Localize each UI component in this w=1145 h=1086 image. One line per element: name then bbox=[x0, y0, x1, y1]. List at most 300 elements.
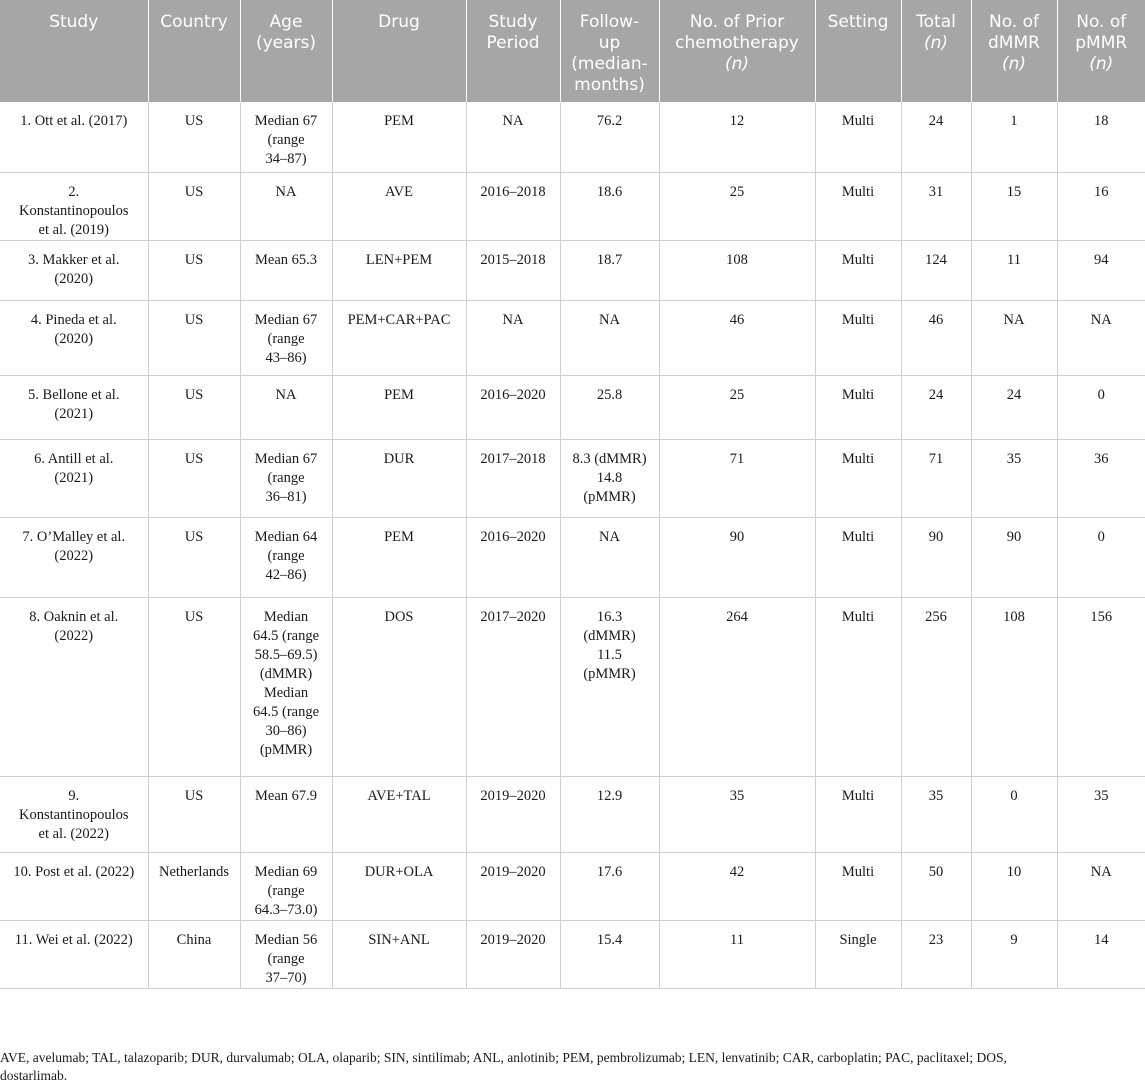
cell-text: Konstantinopoulos bbox=[18, 806, 129, 823]
cell-text: (2022) bbox=[54, 547, 94, 564]
cell-text: 10 bbox=[1006, 863, 1022, 880]
cell-country bbox=[148, 439, 240, 517]
column-header-dmmr bbox=[971, 0, 1057, 102]
cell-age bbox=[240, 172, 332, 240]
cell-study-period bbox=[466, 852, 560, 920]
cell-text: DOS bbox=[384, 608, 414, 625]
cell-text: Netherlands bbox=[158, 863, 230, 880]
cell-follow-up bbox=[560, 375, 659, 439]
cell-dmmr bbox=[971, 439, 1057, 517]
cell-text: 36–81) bbox=[265, 488, 307, 505]
cell-text: Konstantinopoulos bbox=[18, 202, 129, 219]
cell-text: US bbox=[184, 183, 204, 200]
cell-text: 1 bbox=[1010, 113, 1018, 129]
cell-text: (2020) bbox=[54, 330, 94, 347]
cell-text: China bbox=[176, 931, 212, 948]
cell-text: Multi bbox=[841, 863, 875, 880]
cell-study bbox=[0, 776, 148, 852]
cell-text: 16 bbox=[1094, 183, 1109, 200]
cell-text: 71 bbox=[928, 450, 944, 467]
cell-text: 64.5 (range bbox=[252, 627, 320, 644]
header-text: (years) bbox=[255, 33, 317, 53]
cell-text: DUR+OLA bbox=[364, 863, 434, 880]
cell-text: 35 bbox=[1094, 787, 1109, 804]
column-header-study bbox=[0, 0, 148, 102]
cell-prior-chemotherapy bbox=[659, 240, 815, 300]
cell-drug bbox=[332, 300, 466, 375]
header-text: Study bbox=[49, 12, 99, 32]
cell-country bbox=[148, 517, 240, 597]
cell-text: 43–86) bbox=[265, 349, 307, 366]
cell-text: Median 67 bbox=[254, 311, 318, 328]
cell-text: 8.3 (dMMR) bbox=[572, 450, 647, 467]
cell-drug bbox=[332, 439, 466, 517]
cell-study bbox=[0, 517, 148, 597]
cell-text: US bbox=[184, 386, 204, 403]
cell-text: Mean 67.9 bbox=[254, 787, 317, 804]
table-body bbox=[0, 102, 1145, 988]
table-row bbox=[0, 300, 1145, 375]
cell-text: 76.2 bbox=[596, 113, 623, 129]
cell-total bbox=[901, 776, 971, 852]
cell-text: 14.8 bbox=[596, 469, 623, 486]
cell-text: Multi bbox=[841, 251, 875, 268]
cell-follow-up bbox=[560, 852, 659, 920]
cell-text: 46 bbox=[729, 311, 745, 328]
cell-text: 2015–2018 bbox=[480, 251, 546, 268]
cell-text: 11.5 bbox=[597, 646, 622, 663]
header-text: Study bbox=[488, 12, 538, 32]
cell-prior-chemotherapy bbox=[659, 102, 815, 172]
cell-dmmr bbox=[971, 597, 1057, 776]
cell-study bbox=[0, 597, 148, 776]
footnote-text: dostarlimab. bbox=[0, 1068, 68, 1083]
cell-text: Median 69 bbox=[254, 863, 318, 880]
cell-setting bbox=[815, 375, 901, 439]
cell-text: PEM bbox=[384, 113, 414, 129]
cell-setting bbox=[815, 517, 901, 597]
cell-drug bbox=[332, 102, 466, 172]
cell-prior-chemotherapy bbox=[659, 517, 815, 597]
cell-text: 37–70) bbox=[265, 969, 307, 986]
header-n-label: (n) bbox=[1001, 54, 1027, 74]
cell-text: NA bbox=[599, 311, 620, 328]
column-header-follow-up bbox=[560, 0, 659, 102]
cell-pmmr bbox=[1057, 517, 1145, 597]
cell-follow-up bbox=[560, 102, 659, 172]
cell-study-period bbox=[466, 517, 560, 597]
cell-pmmr bbox=[1057, 102, 1145, 172]
cell-text: Median 56 bbox=[254, 931, 318, 948]
cell-dmmr bbox=[971, 852, 1057, 920]
cell-text: 42 bbox=[729, 863, 745, 880]
cell-text: 90 bbox=[729, 528, 745, 545]
cell-text: 2016–2020 bbox=[480, 528, 546, 545]
cell-drug bbox=[332, 375, 466, 439]
cell-follow-up bbox=[560, 776, 659, 852]
cell-prior-chemotherapy bbox=[659, 852, 815, 920]
cell-age bbox=[240, 920, 332, 988]
cell-text: Multi bbox=[841, 608, 875, 625]
header-text: (median- bbox=[571, 54, 648, 74]
header-text: No. of bbox=[1076, 12, 1127, 32]
cell-text: 2017–2018 bbox=[480, 450, 546, 467]
cell-follow-up bbox=[560, 300, 659, 375]
cell-prior-chemotherapy bbox=[659, 920, 815, 988]
cell-country bbox=[148, 852, 240, 920]
cell-prior-chemotherapy bbox=[659, 597, 815, 776]
table-row bbox=[0, 517, 1145, 597]
cell-text: Multi bbox=[841, 183, 875, 200]
cell-text: et al. (2019) bbox=[38, 221, 109, 238]
cell-text: SIN+ANL bbox=[368, 931, 430, 948]
cell-study bbox=[0, 300, 148, 375]
cell-study-period bbox=[466, 172, 560, 240]
cell-text: Multi bbox=[841, 311, 875, 328]
header-text: up bbox=[598, 33, 621, 53]
header-text: No. of bbox=[988, 12, 1039, 32]
cell-text: 11 bbox=[1007, 251, 1021, 268]
cell-follow-up bbox=[560, 240, 659, 300]
cell-text: 34–87) bbox=[265, 151, 307, 167]
cell-total bbox=[901, 375, 971, 439]
cell-pmmr bbox=[1057, 597, 1145, 776]
cell-total bbox=[901, 852, 971, 920]
cell-text: 0 bbox=[1010, 787, 1018, 804]
cell-drug bbox=[332, 597, 466, 776]
cell-text: 25.8 bbox=[596, 386, 623, 403]
cell-text: 124 bbox=[925, 251, 947, 268]
cell-country bbox=[148, 240, 240, 300]
header-text: Total bbox=[916, 12, 956, 32]
cell-text: Multi bbox=[841, 113, 875, 129]
cell-text: 15 bbox=[1006, 183, 1022, 200]
cell-text: (range bbox=[267, 950, 305, 967]
cell-study-period bbox=[466, 240, 560, 300]
cell-age bbox=[240, 852, 332, 920]
cell-drug bbox=[332, 172, 466, 240]
cell-text: 31 bbox=[928, 183, 944, 200]
cell-text: 25 bbox=[729, 386, 745, 403]
cell-text: (range bbox=[267, 132, 305, 148]
table-header-row bbox=[0, 0, 1145, 102]
header-text: Drug bbox=[378, 12, 420, 32]
cell-text: US bbox=[184, 311, 204, 328]
cell-pmmr bbox=[1057, 172, 1145, 240]
cell-text: 24 bbox=[928, 113, 944, 129]
cell-text: US bbox=[184, 787, 204, 804]
cell-text: (dMMR) bbox=[583, 627, 636, 644]
cell-text: US bbox=[184, 251, 204, 268]
cell-text: 64.5 (range bbox=[252, 703, 320, 720]
column-header-drug bbox=[332, 0, 466, 102]
cell-total bbox=[901, 597, 971, 776]
cell-dmmr bbox=[971, 240, 1057, 300]
cell-text: 0 bbox=[1097, 386, 1105, 403]
cell-total bbox=[901, 300, 971, 375]
cell-text: US bbox=[184, 450, 204, 467]
cell-age bbox=[240, 375, 332, 439]
header-text: chemotherapy bbox=[675, 33, 799, 53]
header-n-label: (n) bbox=[724, 54, 750, 74]
cell-age bbox=[240, 102, 332, 172]
cell-prior-chemotherapy bbox=[659, 439, 815, 517]
cell-text: LEN+PEM bbox=[365, 251, 433, 268]
cell-study bbox=[0, 240, 148, 300]
cell-dmmr bbox=[971, 102, 1057, 172]
cell-text: 15.4 bbox=[596, 931, 623, 948]
cell-text: 90 bbox=[1006, 528, 1022, 545]
cell-text: Median bbox=[263, 684, 309, 701]
cell-text: 6. Antill et al. bbox=[34, 450, 114, 467]
cell-text: 35 bbox=[928, 787, 944, 804]
cell-dmmr bbox=[971, 172, 1057, 240]
cell-text: (dMMR) bbox=[259, 665, 313, 682]
header-text: Setting bbox=[827, 12, 889, 32]
cell-text: (pMMR) bbox=[259, 741, 313, 758]
cell-text: NA bbox=[275, 183, 297, 200]
cell-total bbox=[901, 102, 971, 172]
table-row bbox=[0, 102, 1145, 172]
cell-prior-chemotherapy bbox=[659, 776, 815, 852]
table-row bbox=[0, 852, 1145, 920]
cell-setting bbox=[815, 102, 901, 172]
header-text: Follow- bbox=[579, 12, 640, 32]
cell-text: 2. bbox=[68, 183, 80, 200]
cell-text: 16.3 bbox=[596, 608, 623, 625]
cell-text: NA bbox=[502, 113, 524, 129]
cell-text: 11 bbox=[730, 931, 744, 948]
cell-text: 35 bbox=[729, 787, 745, 804]
cell-text: et al. (2022) bbox=[38, 825, 109, 842]
cell-text: (2021) bbox=[54, 469, 94, 486]
cell-text: 50 bbox=[928, 863, 944, 880]
cell-text: 2016–2020 bbox=[480, 386, 546, 403]
header-text: Period bbox=[486, 33, 540, 53]
cell-text: 264 bbox=[726, 608, 748, 625]
cell-study bbox=[0, 852, 148, 920]
table-row bbox=[0, 597, 1145, 776]
column-header-total bbox=[901, 0, 971, 102]
cell-study bbox=[0, 172, 148, 240]
cell-text: 256 bbox=[925, 608, 947, 625]
column-header-age bbox=[240, 0, 332, 102]
cell-study bbox=[0, 102, 148, 172]
cell-age bbox=[240, 439, 332, 517]
cell-dmmr bbox=[971, 776, 1057, 852]
cell-country bbox=[148, 172, 240, 240]
cell-text: NA bbox=[1090, 863, 1112, 880]
column-header-country bbox=[148, 0, 240, 102]
cell-text: 7. O’Malley et al. bbox=[22, 528, 126, 545]
cell-study-period bbox=[466, 920, 560, 988]
footnote-text: AVE, avelumab; TAL, talazoparib; DUR, durvalumab; OLA, olaparib; SIN, sintilimab; ANL, anlotinib; PEM, pembrolizumab; LEN, lenvatinib; CAR, carboplatin; PAC, paclitaxel; DOS, bbox=[0, 1050, 1007, 1065]
cell-text: (range bbox=[267, 547, 305, 564]
cell-setting bbox=[815, 439, 901, 517]
cell-setting bbox=[815, 172, 901, 240]
cell-text: 46 bbox=[928, 311, 944, 328]
cell-country bbox=[148, 102, 240, 172]
cell-prior-chemotherapy bbox=[659, 172, 815, 240]
cell-text: 24 bbox=[1006, 386, 1022, 403]
cell-text: 4. Pineda et al. bbox=[30, 311, 117, 328]
cell-text: 2019–2020 bbox=[480, 863, 546, 880]
table-row bbox=[0, 776, 1145, 852]
header-text: pMMR bbox=[1075, 33, 1128, 53]
cell-text: Median 67 bbox=[254, 113, 318, 129]
cell-study-period bbox=[466, 776, 560, 852]
cell-drug bbox=[332, 240, 466, 300]
cell-pmmr bbox=[1057, 439, 1145, 517]
column-header-setting bbox=[815, 0, 901, 102]
cell-total bbox=[901, 439, 971, 517]
cell-dmmr bbox=[971, 300, 1057, 375]
cell-text: 36 bbox=[1094, 450, 1109, 467]
cell-text: 3. Makker et al. bbox=[28, 251, 120, 268]
cell-text: Median 64 bbox=[254, 528, 318, 545]
cell-text: 42–86) bbox=[265, 566, 307, 583]
cell-pmmr bbox=[1057, 776, 1145, 852]
cell-pmmr bbox=[1057, 920, 1145, 988]
cell-text: Multi bbox=[841, 787, 875, 804]
cell-text: PEM bbox=[384, 528, 414, 545]
cell-text: (2020) bbox=[54, 270, 94, 287]
cell-text: 64.3–73.0) bbox=[254, 901, 318, 918]
cell-text: 8. Oaknin et al. bbox=[29, 608, 119, 625]
cell-age bbox=[240, 597, 332, 776]
cell-text: 24 bbox=[928, 386, 944, 403]
cell-text: NA bbox=[502, 311, 524, 328]
column-header-study-period bbox=[466, 0, 560, 102]
cell-text: PEM bbox=[384, 386, 414, 403]
cell-text: DUR bbox=[383, 450, 415, 467]
cell-text: 18.6 bbox=[596, 183, 623, 200]
cell-follow-up bbox=[560, 920, 659, 988]
cell-study-period bbox=[466, 300, 560, 375]
cell-dmmr bbox=[971, 920, 1057, 988]
header-n-label: (n) bbox=[923, 33, 949, 53]
table-row bbox=[0, 240, 1145, 300]
cell-text: PEM+CAR+PAC bbox=[347, 311, 451, 328]
cell-text: NA bbox=[599, 528, 620, 545]
cell-prior-chemotherapy bbox=[659, 300, 815, 375]
header-text: Age bbox=[269, 12, 303, 32]
cell-pmmr bbox=[1057, 375, 1145, 439]
cell-text: 2016–2018 bbox=[480, 183, 546, 200]
cell-text: Multi bbox=[841, 528, 875, 545]
table-row bbox=[0, 375, 1145, 439]
header-text: No. of Prior bbox=[689, 12, 785, 32]
cell-text: 14 bbox=[1094, 931, 1109, 948]
cell-setting bbox=[815, 920, 901, 988]
cell-pmmr bbox=[1057, 852, 1145, 920]
column-header-pmmr bbox=[1057, 0, 1145, 102]
cell-text: 25 bbox=[729, 183, 745, 200]
header-text: dMMR bbox=[988, 33, 1040, 53]
cell-text: US bbox=[184, 113, 204, 129]
cell-setting bbox=[815, 852, 901, 920]
cell-study-period bbox=[466, 375, 560, 439]
table-footnote bbox=[0, 1049, 1140, 1085]
cell-pmmr bbox=[1057, 240, 1145, 300]
cell-study-period bbox=[466, 102, 560, 172]
cell-text: NA bbox=[275, 386, 297, 403]
table-row bbox=[0, 439, 1145, 517]
cell-text: NA bbox=[1090, 311, 1112, 328]
cell-study-period bbox=[466, 439, 560, 517]
cell-setting bbox=[815, 300, 901, 375]
cell-text: 12 bbox=[729, 113, 745, 129]
cell-text: 5. Bellone et al. bbox=[28, 386, 120, 403]
cell-text: 12.9 bbox=[596, 787, 623, 804]
cell-setting bbox=[815, 776, 901, 852]
cell-text: (pMMR) bbox=[583, 665, 636, 682]
cell-age bbox=[240, 300, 332, 375]
cell-pmmr bbox=[1057, 300, 1145, 375]
cell-text: 17.6 bbox=[596, 863, 623, 880]
cell-text: (range bbox=[267, 469, 305, 486]
cell-follow-up bbox=[560, 517, 659, 597]
cell-text: AVE bbox=[385, 183, 413, 200]
cell-total bbox=[901, 240, 971, 300]
cell-drug bbox=[332, 920, 466, 988]
cell-drug bbox=[332, 517, 466, 597]
cell-text: (range bbox=[267, 882, 305, 899]
cell-text: NA bbox=[1003, 311, 1025, 328]
cell-country bbox=[148, 300, 240, 375]
cell-text: 18 bbox=[1094, 113, 1109, 129]
cell-text: (2022) bbox=[54, 627, 94, 644]
cell-text: Median 67 bbox=[254, 450, 318, 467]
cell-follow-up bbox=[560, 439, 659, 517]
cell-total bbox=[901, 920, 971, 988]
cell-text: 2019–2020 bbox=[480, 931, 546, 948]
table-row bbox=[0, 172, 1145, 240]
cell-dmmr bbox=[971, 375, 1057, 439]
cell-total bbox=[901, 517, 971, 597]
cell-text: 71 bbox=[729, 450, 745, 467]
cell-drug bbox=[332, 852, 466, 920]
cell-text: 108 bbox=[1003, 608, 1025, 625]
cell-dmmr bbox=[971, 517, 1057, 597]
cell-text: 2019–2020 bbox=[480, 787, 546, 804]
cell-study-period bbox=[466, 597, 560, 776]
cell-drug bbox=[332, 776, 466, 852]
header-text: Country bbox=[160, 12, 228, 32]
cell-text: 94 bbox=[1094, 251, 1109, 268]
cell-country bbox=[148, 375, 240, 439]
cell-text: (range bbox=[267, 330, 305, 347]
column-header-prior-chemotherapy bbox=[659, 0, 815, 102]
cell-age bbox=[240, 240, 332, 300]
cell-text: 35 bbox=[1006, 450, 1022, 467]
cell-study bbox=[0, 920, 148, 988]
cell-study bbox=[0, 439, 148, 517]
cell-text: 1. Ott et al. (2017) bbox=[20, 113, 128, 129]
cell-prior-chemotherapy bbox=[659, 375, 815, 439]
cell-age bbox=[240, 776, 332, 852]
cell-country bbox=[148, 597, 240, 776]
cell-text: 156 bbox=[1090, 608, 1113, 625]
cell-text: US bbox=[184, 528, 204, 545]
cell-country bbox=[148, 920, 240, 988]
cell-text: Multi bbox=[841, 450, 875, 467]
cell-text: US bbox=[184, 608, 204, 625]
cell-setting bbox=[815, 597, 901, 776]
header-n-label: (n) bbox=[1089, 54, 1114, 74]
cell-total bbox=[901, 172, 971, 240]
cell-text: 0 bbox=[1097, 528, 1105, 545]
